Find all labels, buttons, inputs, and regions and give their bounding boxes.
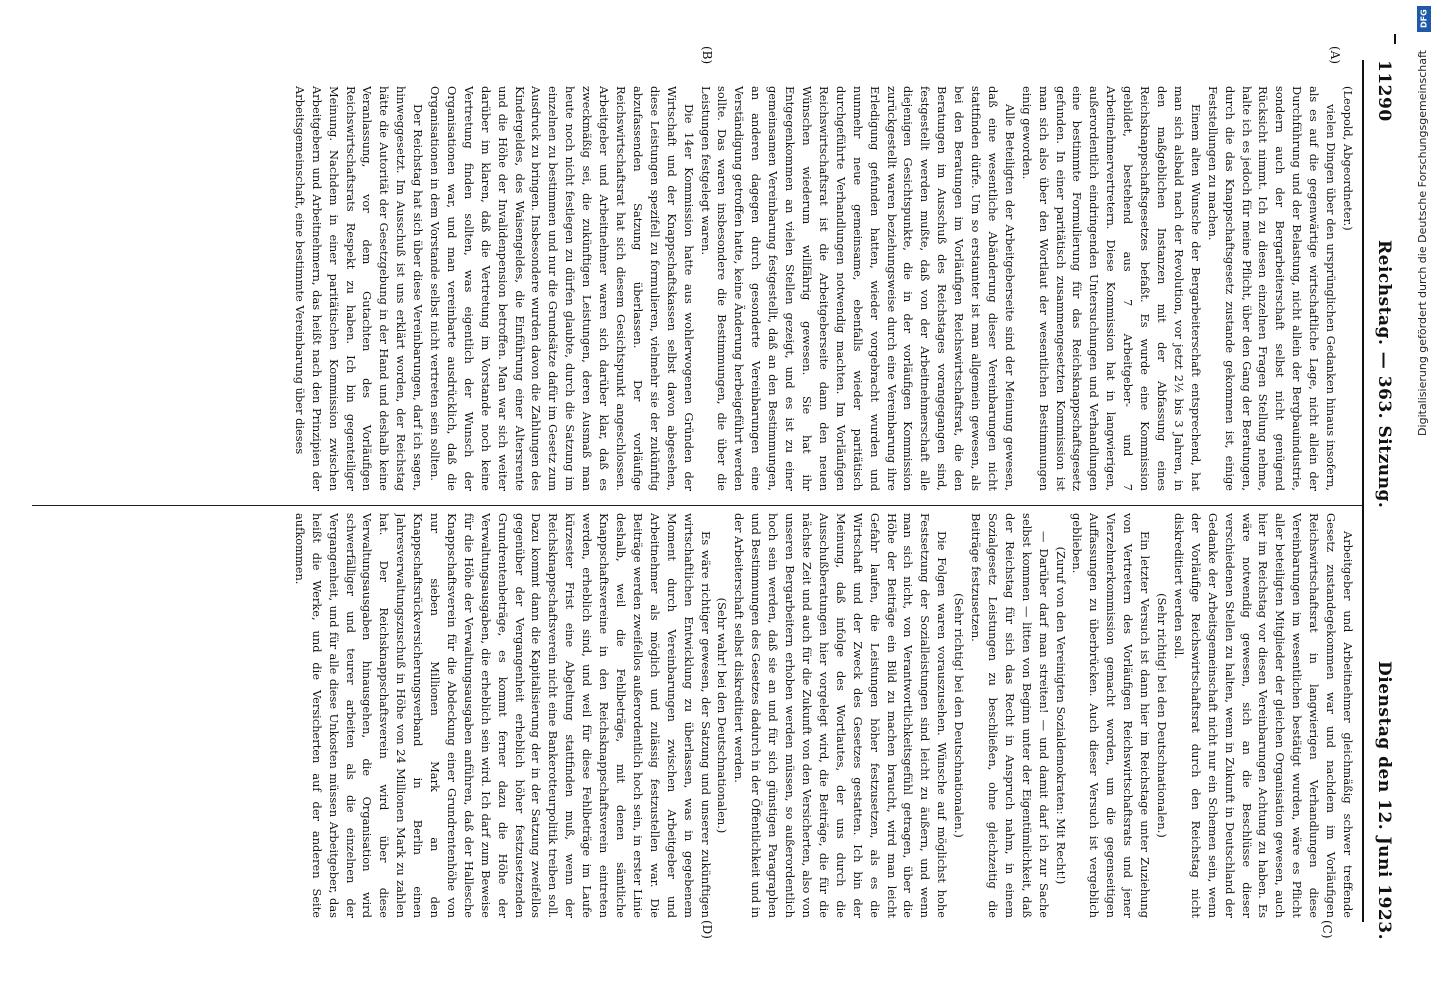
scan-mark bbox=[1394, 34, 1396, 44]
header-title: Reichstag. — 363. Sitzung. bbox=[1374, 240, 1394, 509]
paragraph: (Sehr wahr! bei den Deutschnationalen.) bbox=[715, 597, 730, 834]
page-header bbox=[1368, 60, 1394, 940]
paragraph: vielen Dingen über den ursprünglichen Gedanken hinaus insofern, als es auf die gegenwärtige wirtschaftliche Lage, nicht allein der Durchführung und der Belastung, nicht allein der Bergbauindustrie, sondern auch der Bergarbeiterschaft selbst nicht genügend Rücksicht nimmt. Ich zu diesen einzelnen Fragen Stellung nehme, halte ich es jedoch für meine Pflicht, über den Gang der Beratungen, durch die das Knappschaftsgesetz zustande gekommen ist, einige Feststellungen zu machen. bbox=[1205, 86, 1339, 491]
digitization-credit bbox=[1416, 10, 1432, 436]
header-rule bbox=[1362, 60, 1364, 922]
header-date: Dienstag den 12. Juni 1923. bbox=[1374, 661, 1394, 940]
paragraph: Einem alten Wunsche der Bergarbeiterschaft entsprechend, hat man sich alsbald nach der Revolution, vor jetzt 2½ bis 3 Jahren, in den maßgeblichen Instanzen mit der Abfassung eines Reichsknappschaftsgesetzes befaßt. Es wurde eine Kommission gebildet, bestehend aus 7 Arbeitgeber- und 7 Arbeitnehmervertretern. Diese Kommission hat in langwierigen, außerordentlich eindringenden Untersuchungen und Verhandlungen eine bestimmte Formulierung für das Reichsknappschaftsgesetz gefunden. In einer paritätisch zusammengesetzten Kommission ist man sich also über den Wortlaut der wesentlichen Bestimmungen einig geworden. bbox=[1019, 86, 1203, 491]
margin-marker-c: (C) bbox=[1320, 920, 1334, 939]
margin-marker-a: (A) bbox=[1328, 46, 1342, 65]
page-number: 11290 bbox=[1374, 60, 1394, 122]
margin-marker-d: (D) bbox=[700, 920, 714, 939]
paragraph: (Sehr richtig! bei den Deutschnationalen.) bbox=[1155, 593, 1170, 838]
paragraph: Es wäre richtiger gewesen, der Satzung und unserer zukünftigen wirtschaftlichen Entwicklung zu überlassen, was in gegebenem Moment durch Vereinbarungen zwischen Arbeitgeber und Arbeitnehmer als möglich und zulässig festzustellen war. Die Beiträge werden zweifellos außerordentlich hoch sein, in erster Linie deshalb, weil die Fehlbeträge, mit denen sämtliche Knappschaftsvereine in den Reichsknappschaftsverein eintreten werden, erheblich sind, und weil für diese Fehlbeträge im Laufe kürzester Frist eine Abgeltung stattfinden muß, wenn der Reichsknappschaftsverein nicht eine Bankerotteurpolitik treiben soll. Dazu kommt dann die Kapitalisierung der in der Satzung zweifellos gegenüber der Vergangenheit erheblich höher festzusetzenden Grundrentenbeträge, es kommt ferner dazu die Höhe der Verwaltungsausgaben, die erheblich sein wird. Ich darf zum Beweise für die Höhe der Verwaltungsausgaben anführen, daß der Hallesche Knappschaftsverein für die Abdeckung einer Grundrentenhöhe von nur sieben Millionen Mark an den Knappschaftsrückversicherungsverband in Berlin einen Jahresverwaltungszuschuß in Höhe von 24 Millionen Mark zu zahlen hat. Der Reichsknappschaftsverein wird über diese Verwaltungsausgaben hinausgehen, die Organisation wird schwerfälliger und teurer arbeiten als die einzelnen der Vergangenheit, und für alle diese Unkosten müssen Arbeitgeber, das heißt die Werke, und die Versicherten auf der anderen Seite aufkommen. bbox=[292, 513, 713, 918]
paragraph: — Darüber darf man streiten! — und damit darf ich zur Sache selbst kommen — litten von Beginn unter der Eigentümlichkeit, daß der Reichstag für sich das Recht in Anspruch nahm, in einem Sozialgesetz Leistungen zu beschließen, ohne gleichzeitig die Beiträge festzusetzen. bbox=[969, 513, 1051, 918]
dfg-logo: DFG bbox=[1417, 6, 1431, 32]
paragraph: (Zuruf von den Vereinigten Sozialdemokraten: Mit Recht!) bbox=[1053, 546, 1068, 885]
paragraph: Arbeitgeber und Arbeitnehmer gleichmäßig schwer treffende Gesetz zustandegekommen war und nachdem im Vorläufigen Reichswirtschaftsrat in langwierigen Verhandlungen diese Vereinbarungen im wesentlichen bestätigt wurden, wäre es Pflicht aller beteiligten Mitglieder der gleichen Organisation gewesen, auch hier im Reichstag vor diesen Vereinbarungen Achtung zu haben. Es wäre notwendig gewesen, sich an die Beschlüsse dieser verschiedenen Stellen zu halten, wenn in Zukunft in Deutschland der Gedanke der Arbeitsgemeinschaft nicht nur ein Schemen sein, wenn der Vorläufige Reichswirtschaftsrat durch den Reichstag nicht diskreditiert werden soll. bbox=[1171, 513, 1355, 918]
paragraph: Der Reichstag hat sich über diese Vereinbarungen, darf ich sagen, hinweggesetzt. Im Ausschuß ist uns erklärt worden, der Reichstag hätte die Autorität der Gesetzgebung in der Hand und deshalb keine Veranlassung, vor dem Gutachten des Vorläufigen Reichswirtschaftsrats Respekt zu haben. Ich bin gegenteiliger Meinung. Nachdem in einer paritätischen Kommission zwischen Arbeitgebern und Arbeitnehmern, das heißt nach den Prinzipien der Arbeitsgemeinschaft, eine bestimmte Vereinbarung über dieses bbox=[292, 86, 426, 491]
paragraph: (Leopold, Abgeordneter.) bbox=[1341, 86, 1355, 231]
paragraph: Ein letzter Versuch ist dann hier im Reichstage unter Zuziehung von Vertretern des Vorläufigen Reichswirtschaftsrats und jener Vierzehnerkommission gemacht worden, um die gegenseitigen Auffassungen zu überbrücken. Auch dieser Versuch ist vergeblich geblieben. bbox=[1070, 513, 1153, 918]
paragraph: Die 14er Kommission hatte aus wohlerwogenen Gründen der Wirtschaft und der Knappschaftskassen selbst davon abgesehen, diese Leistungen spezifell zu formulieren, vielmehr sie der zukünftig abzufassenden Satzung überlassen. Der vorläufige Reichswirtschaftsrat hat sich diesem Gesichtspunkt angeschlossen. Arbeitgeber und Arbeitnehmer waren sich darüber klar, daß es zweckmäßig sei, die zukünftigen Leistungen, deren Ausmaß man heute noch nicht festlegen zu dürfen glaubte, durch die Satzung im einzelnen zu bestimmen und nur die Grundsätze dafür im Gesetz zum Ausdruck zu bringen. Insbesondere wurden davon die Zahlungen des Kindergeldes, des Waisengeldes, die Einführung einer Altersrente und die Höhe der Invalidenpension betroffen. Man war sich weiter darüber im klaren, daß die Vertretung im Vorstande noch keine Vertretung finden sollten, was eigentlich der Wunsch der Organisationen war, und man vereinbarte ausdrücklich, daß die Organisationen in dem Vorstande selbst nicht vertreten sein sollten. bbox=[428, 86, 696, 491]
right-text-column bbox=[36, 513, 1356, 918]
margin-marker-b: (B) bbox=[700, 46, 714, 65]
paragraph: Alle Beteiligten der Arbeitgeberseite sind der Meinung gewesen, daß eine wesentliche Abänderung dieser Vereinbarungen nicht stattfinden dürfe. Um so erstaunter ist man allgemein gewesen, als bei den Beratungen im Vorläufigen Reichswirtschaftsrat, die den Beratungen im Ausschuß des Reichstages vorangegangen sind, festgestellt werden mußte, daß von der Arbeitnehmerschaft alle diejenigen Gesichtspunkte, die in der vorläufigen Kommission zurückgestellt waren beziehungsweise durch eine Vereinbarung ihre Erledigung gefunden hatten, wieder vorgebracht wurden und nunmehr neue gemeinsame, ebenfalls wieder paritätisch durchgeführte Verhandlungen notwendig machten. Im Vorläufigen Reichswirtschaftsrat ist die Arbeitgeberseite dann den neuen Wünschen wiederum willfährig gewesen. Sie hat ihr Entgegenkommen an vielen Stellen gezeigt, und es ist zu einer gemeinsamen Vereinbarung festgestellt, daß an den Bestimmungen, an anderen dagegen durch gesonderte Vereinbarungen eine Verständigung getroffen hatte, keine Änderung herbeigeführt werden sollte. Das waren insbesondere die Bestimmungen, die über die Leistungen festgelegt waren. bbox=[698, 86, 1017, 491]
paragraph: (Sehr richtig! bei den Deutschnationalen.) bbox=[952, 593, 967, 838]
credit-text: Digitalisierung gefördert durch die Deutsche Forschungsgemeinschaft bbox=[1416, 50, 1429, 436]
paragraph: Die Folgen waren vorauszusehen. Wünsche auf möglichst hohe Festsetzung der Sozialleistungen sind leicht zu äußern, und wenn man sich nicht, von Verantwortlichkeitsgefühl getragen, über die Höhe der Beiträge ein Bild zu machen braucht, wird man leicht Gefahr laufen, die Leistungen höher festzusetzen, als es die Wirtschaft und der Zweck des Gesetzes gestatten. Ich bin der Meinung, daß infolge des Wortlautes, der uns durch die Ausschußberatungen hier vorgelegt wird, die Beiträge, die für die nächste Zeit und auch für die Zukunft von den Versicherten, also von unseren Bergarbeitern erhoben werden müssen, so außerordentlich hoch sein werden, daß sie an und für sich günstigen Paragraphen und Bestimmungen des Gesetzes dadurch in der Öffentlichkeit und in der Arbeiterschaft selbst diskreditiert werden. bbox=[732, 513, 950, 918]
left-text-column bbox=[36, 86, 1356, 491]
column-divider bbox=[32, 505, 1362, 506]
